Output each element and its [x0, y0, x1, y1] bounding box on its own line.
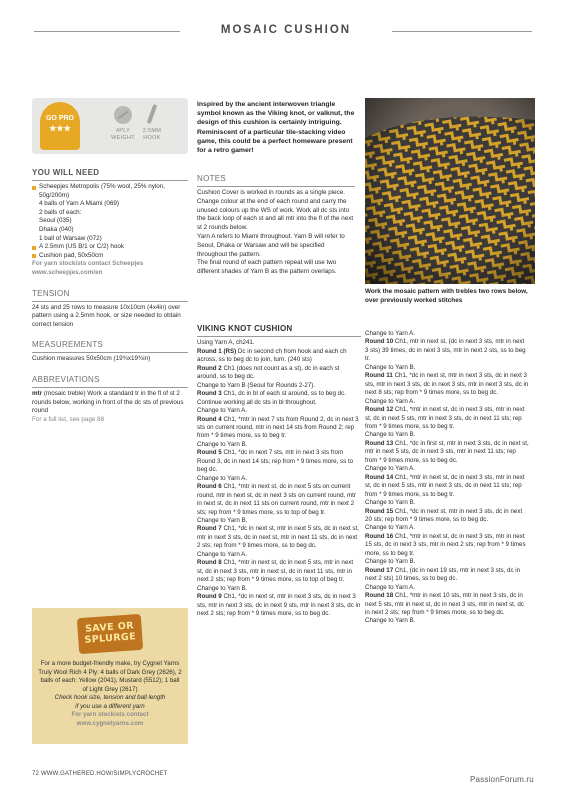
- pattern-line: [365, 567, 529, 584]
- notes-paragraph: Cushion Cover is worked in rounds as a single piece.: [197, 189, 346, 196]
- pattern-line: [197, 399, 361, 407]
- pattern-line: [365, 592, 529, 617]
- round-instructions: Change to Yarn B.: [197, 584, 248, 592]
- notes-heading: NOTES: [197, 174, 227, 183]
- round-instructions: Ch1, *dc in next 7 sts, mtr in next 3 sts from Round 3, dc in next 14 sts; rep from * 9 times more, ss to beg dc.: [197, 449, 354, 474]
- round-instructions: Ch1, *mtr in next st, dc in next 3 sts, mtr in next st, dc in next 5 sts, mtr in next 3 sts, dc in next 11 sts; rep from * 9 times more, ss to beg tr.: [365, 406, 525, 430]
- round-instructions: Change to Yarn B.: [365, 363, 416, 371]
- material-item: 1 ball of Warsaw (072): [39, 234, 102, 242]
- round-instructions: Using Yarn A, ch241.: [197, 339, 255, 347]
- page-header: [0, 0, 566, 44]
- pattern-line: [197, 416, 361, 441]
- crochet-hook-icon: [147, 104, 158, 124]
- divider: [32, 180, 188, 181]
- abbreviation-definition: (mosaic treble) Work a standard tr in the fl of st 2 rounds below, working in front of the dc sts of previous round: [32, 389, 184, 415]
- round-instructions: Change to Yarn B.: [197, 440, 248, 448]
- round-instructions: Change to Yarn A.: [365, 330, 415, 337]
- save-or-splurge-logo: [77, 614, 143, 654]
- round-label: Round 1 (RS): [197, 347, 237, 355]
- save-logo-line1: SAVE OR: [84, 620, 135, 635]
- round-instructions: Dc in second ch from hook and each ch across, ss to beg dc to join, turn. (240 sts): [197, 347, 347, 364]
- cushion-photo: [365, 98, 535, 284]
- pattern-line: [197, 559, 361, 584]
- intro-text: Inspired by the ancient interwoven triangle symbol known as the Viking knot, or valknut, the design of this cushion is certainly intriguing. Reminiscent of a particular tile-stacking video game, this could be a perfect homeware present for a retro gamer!: [197, 101, 355, 155]
- round-instructions: Change to Yarn A.: [365, 465, 415, 473]
- skill-level-badge: [40, 102, 80, 150]
- material-item: Dhaka (040): [39, 225, 74, 233]
- round-instructions: Change to Yarn A.: [197, 474, 247, 482]
- pattern-line: [197, 390, 361, 398]
- if-use-note: if you use a different yarn: [75, 702, 145, 710]
- pattern-line: [365, 330, 529, 338]
- alternative-yarn-text: For a more budget-friendly make, try Cygnet Yarns Truly Wool Rich 4 Ply: 4 balls of Dark Grey (2626), 2 balls of each: Yellow (2041), Mustard (5512); 1 ball of Light Grey (2617): [38, 660, 182, 693]
- material-item: 2 balls of each:: [39, 208, 82, 216]
- page-title: MOSAIC CUSHION: [220, 24, 352, 36]
- round-label: Round 18: [365, 592, 394, 600]
- photo-caption: Work the mosaic pattern with trebles two rows below, over previously worked stitches: [365, 288, 528, 304]
- header-rule-right: [392, 31, 532, 32]
- divider: [197, 336, 361, 337]
- round-instructions: Ch1, *mtr in next st, dc in next 3 sts, mtr in next 15 sts, dc in next 3 sts, mtr in next 2 sts; rep from * 9 times more, ss to beg tr.: [365, 532, 526, 557]
- round-label: Round 9: [197, 593, 222, 601]
- you-will-need-heading: YOU WILL NEED: [32, 168, 100, 177]
- pattern-line: [197, 441, 361, 449]
- abbreviations-full-list: For a full list, see page 88: [32, 415, 105, 423]
- round-instructions: Continue working all dc sts in bl throughout.: [197, 398, 317, 406]
- notes-section: [197, 174, 355, 277]
- check-note: Check hook size, tension and ball length: [54, 694, 166, 701]
- round-instructions: Ch1, *mtr in next st, dc in next 5 sts on current round, mtr in next st, dc in next 3 sts on current round, mtr in next st, dc in next 11 sts on current round, mtr in next 2 sts; rep from * 9 times more, ss to top of beg tr.: [197, 483, 356, 516]
- round-instructions: Change to Yarn A.: [197, 550, 247, 558]
- round-instructions: Ch1, *dc in first st, mtr in next 3 sts, dc in next st, mtr in next 5 sts, dc in next 3 sts, mtr in next 11 sts; rep from * 9 times more, ss to beg dc.: [365, 439, 529, 464]
- pattern-line: [197, 475, 361, 483]
- yarn-ball-icon: [114, 106, 132, 124]
- round-label: Round 4: [197, 415, 222, 423]
- round-instructions: Ch1, *mtr in next 7 sts from Round 2, dc in next 3 sts on current round, mtr in next 14 sts from Round 2; rep from * 9 times more, ss to beg tr.: [197, 415, 359, 440]
- round-instructions: Ch1, *dc in next st, mtr in next 5 sts, dc in next st, mtr in next 3 sts, dc in next st, mtr in next 11 sts, dc in next 2 sts; rep from * 9 times more, ss to beg dc.: [197, 525, 359, 550]
- round-label: Round 17: [365, 566, 394, 574]
- round-instructions: Change to Yarn B.: [197, 516, 248, 524]
- skill-info-box: [32, 98, 188, 154]
- yarn-weight-label: 4PLY WEIGHT: [111, 128, 135, 141]
- round-instructions: Ch1, *dc in next st, mtr in next 3 sts, dc in next 20 sts; rep from * 9 times more, ss to beg dc.: [365, 507, 523, 523]
- tension-heading: TENSION: [32, 288, 70, 298]
- round-instructions: Change to Yarn B.: [365, 558, 416, 566]
- round-label: Round 8: [197, 559, 222, 567]
- round-label: Round 12: [365, 406, 394, 414]
- pattern-line: [197, 382, 361, 390]
- abbreviation-term: mtr: [32, 389, 43, 397]
- round-instructions: Ch1, (dc in next 19 sts, mtr in next 3 sts, dc in next 2 sts) 10 times, ss to beg dc.: [365, 566, 521, 583]
- pattern-line: [365, 524, 529, 532]
- pattern-line: [365, 474, 529, 499]
- notes-paragraph: Yarn A refers to Miami throughout. Yarn B will refer to Seoul, Dhaka or Warsaw and will be specified throughout the pattern.: [197, 232, 345, 258]
- pattern-line: [197, 517, 361, 525]
- abbreviations-text: [32, 390, 188, 416]
- round-instructions: Change to Yarn A.: [365, 524, 415, 532]
- skill-stars: ★★★: [49, 124, 71, 133]
- pattern-column-2: [365, 330, 529, 626]
- pattern-line: [365, 440, 529, 465]
- round-label: Round 2: [197, 364, 222, 372]
- round-instructions: Ch1, *dc in next st, mtr in next 3 sts, dc in next 3 sts, mtr in next 3 sts, dc in next 9 sts, mtr in next 3 sts, dc in next 2 sts; rep from * 9 times more, ss to beg dc.: [197, 593, 361, 617]
- round-instructions: Ch1, *mtr in next 10 sts, mtr in next 3 sts, dc in next 5 sts, mtr in next st, dc in next 3 sts, mtr in next st, dc in next 2 sts; rep from * 9 times more, ss to beg dc.: [365, 592, 524, 616]
- pattern-line: [197, 593, 361, 618]
- divider: [32, 301, 188, 302]
- material-item: Cushion pad, 50x50cm: [32, 252, 188, 261]
- pattern-line: [197, 551, 361, 559]
- pattern-line: [365, 372, 529, 397]
- round-instructions: Change to Yarn B.: [365, 499, 416, 507]
- round-instructions: Change to Yarn A.: [365, 583, 415, 591]
- divider: [32, 387, 188, 388]
- pattern-line: [365, 558, 529, 566]
- pattern-line: [365, 499, 529, 507]
- material-item: Seoul (035): [39, 217, 72, 225]
- material-item: 4 balls of Yarn A Miami (069): [39, 200, 119, 208]
- watermark: PassionForum.ru: [470, 775, 534, 784]
- cygnet-link[interactable]: www.cygnetyarns.com: [76, 719, 144, 727]
- pattern-line: [365, 364, 529, 372]
- pattern-line: [365, 338, 529, 363]
- pattern-line: [365, 533, 529, 558]
- pattern-line: [197, 348, 361, 365]
- divider: [32, 352, 188, 353]
- save-or-splurge-box: [32, 608, 188, 744]
- pattern-line: [197, 449, 361, 474]
- pattern-line: [197, 365, 361, 382]
- round-instructions: Change to Yarn A.: [197, 407, 247, 415]
- materials-list: [32, 183, 188, 278]
- round-label: Round 14: [365, 473, 394, 481]
- round-instructions: Ch1, dc in bl of each st around, ss to beg dc.: [221, 390, 346, 398]
- tension-text: 24 sts and 25 rows to measure 10x10cm (4x4in) over pattern using a 2.5mm hook, or size needed to obtain correct tension: [32, 303, 181, 328]
- round-label: Round 11: [365, 372, 393, 380]
- pattern-line: [365, 431, 529, 439]
- notes-paragraph: The final round of each pattern repeat will use two different shades of Yarn B as the pattern overlaps.: [197, 259, 337, 276]
- save-text: [38, 660, 182, 728]
- round-label: Round 3: [197, 390, 222, 398]
- skill-level-label: GO PRO: [45, 115, 74, 122]
- save-logo-line2: SPLURGE: [84, 631, 137, 646]
- round-label: Round 10: [365, 338, 394, 346]
- material-item: A 2.5mm (US B/1 or C/2) hook: [32, 243, 188, 252]
- pattern-line: [365, 465, 529, 473]
- round-instructions: Ch1, *dc in next st, mtr in next 3 sts, dc in next 3 sts, mtr in next 3 sts, dc in next 3 sts, mtr in next 3 sts, dc in next 8 sts; rep from * 9 times more, ss to beg dc.: [365, 372, 529, 397]
- material-item: Scheepjes Metropolis (75% wool, 25% nylon, 50g/200m): [32, 183, 188, 200]
- notes-paragraph: Change colour at the end of each round and carry the unused colours up the WS of work. Work all dc sts into the back loop of each st and all mtr into the fl of the next st 2 rounds below.: [197, 197, 354, 232]
- pattern-line: [365, 406, 529, 431]
- pattern-line: [197, 407, 361, 415]
- round-label: Round 15: [365, 507, 394, 515]
- pattern-line: [365, 508, 529, 525]
- round-label: Round 7: [197, 525, 222, 533]
- abbreviations-heading: ABBREVIATIONS: [32, 374, 100, 384]
- measurements-text: Cushion measures 50x50cm (19¾x19¾in): [32, 355, 151, 363]
- round-instructions: Ch1 (does not count as a st), dc in each st around, ss to beg dc.: [197, 364, 340, 381]
- hook-size-label: 2.5MM HOOK: [142, 128, 162, 141]
- pattern-line: [365, 617, 529, 625]
- sidebar: [32, 98, 188, 424]
- stockists-note: For yarn stockists contact Scheepjes: [32, 260, 144, 268]
- cushion-photo-illustration: [365, 98, 535, 284]
- cygnet-contact: For yarn stockists contact: [71, 711, 149, 718]
- pattern-title: VIKING KNOT CUSHION: [197, 324, 293, 333]
- pattern-line: [197, 585, 361, 593]
- round-instructions: Ch1, mtr in next st, (dc in next 3 sts, mtr in next 3 sts) 39 times, dc in next 3 sts, mtr in next 2 sts, ss to beg tr.: [365, 338, 526, 363]
- pattern-line: [197, 483, 361, 517]
- round-instructions: Change to Yarn A.: [365, 397, 415, 405]
- header-rule-left: [34, 31, 180, 32]
- pattern-line: [365, 584, 529, 592]
- round-instructions: Change to Yarn B (Seoul for Rounds 2-27).: [197, 381, 316, 389]
- page-folio: 72 WWW.GATHERED.HOW/SIMPLYCROCHET: [32, 771, 168, 777]
- pattern-line: [365, 398, 529, 406]
- round-instructions: Ch1, *mtr in next st, dc in next 5 sts, mtr in next st, dc in next 3 sts, mtr in next st, dc in next 11 sts, mtr in next 2 sts; rep from * 9 times more, ss to top of beg tr.: [197, 559, 354, 584]
- divider: [197, 186, 355, 187]
- round-instructions: Ch1, *mtr in next st, dc in next 3 sts, mtr in next st, dc in next 5 sts, mtr in next 3 sts, dc in next 11 sts; rep from * 9 times more, ss to beg tr.: [365, 473, 525, 498]
- pattern-column-1: [197, 325, 361, 618]
- round-label: Round 13: [365, 439, 394, 447]
- round-instructions: Change to Yarn B.: [365, 617, 416, 625]
- round-label: Round 5: [197, 449, 222, 457]
- round-instructions: Change to Yarn B.: [365, 431, 416, 439]
- scheepjes-link[interactable]: www.scheepjes.com/en: [32, 268, 103, 276]
- pattern-line: [197, 339, 361, 347]
- pattern-line: [197, 525, 361, 550]
- measurements-heading: MEASUREMENTS: [32, 340, 104, 350]
- round-label: Round 6: [197, 483, 222, 491]
- round-label: Round 16: [365, 532, 394, 540]
